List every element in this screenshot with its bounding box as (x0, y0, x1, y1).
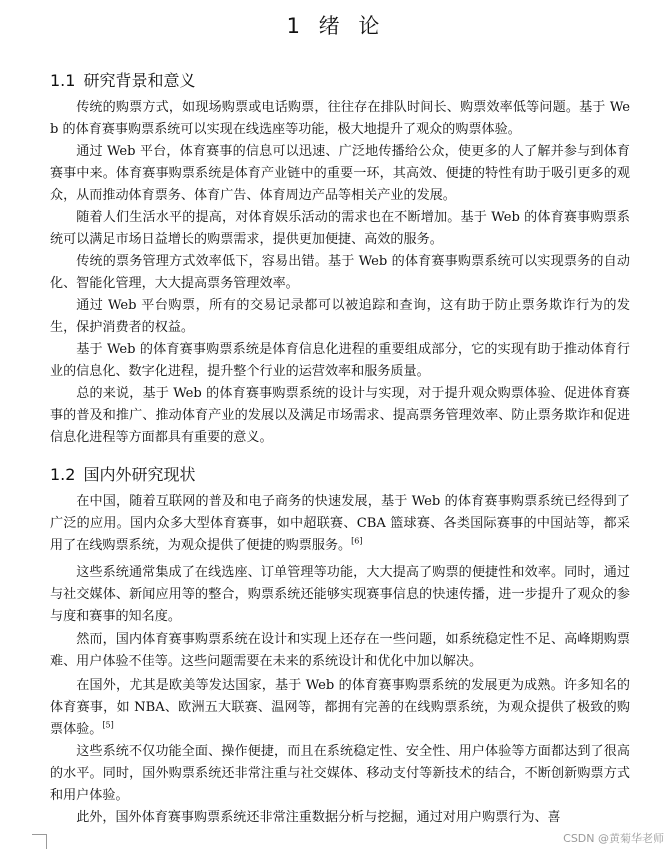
paragraph: 然而，国内体育赛事购票系统在设计和实现上还存在一些问题，如系统稳定性不足、高峰期购票难、用户体验不佳等。这些问题需要在未来的系统设计和优化中加以解决。 (50, 632, 630, 669)
watermark: CSDN @黄菊华老师 (563, 832, 664, 845)
section-heading-1-2 (50, 462, 195, 485)
paragraph-text: 在中国，随着互联网的普及和电子商务的快速发展，基于 Web 的体育赛事购票系统已经得到了广泛的应用。国内众多大型体育赛事，如中超联赛、CBA 篮球赛、各类国际赛事的中国站等，都采用了在线购票系统，为观众提供了便捷的购票服务。 (50, 494, 630, 553)
paragraph: 这些系统不仅功能全面、操作便捷，而且在系统稳定性、安全性、用户体验等方面都达到了很高的水平。同时，国外购票系统还非常注重与社交媒体、移动支付等新技术的结合，不断创新购票方式和用户体验。 (50, 744, 630, 803)
citation: [5] (102, 720, 114, 730)
paragraph: 此外，国外体育赛事购票系统还非常注重数据分析与挖掘，通过对用户购票行为、喜 (76, 810, 561, 825)
paragraph: 通过 Web 平台，体育赛事的信息可以迅速、广泛地传播给公众，使更多的人了解并参与到体育赛事中来。体育赛事购票系统是体育产业链中的重要一环，其高效、便捷的特性有助于吸引更多的观众，从而推动体育票务、体育广告、体育周边产品等相关产业的发展。 (50, 144, 630, 203)
crop-mark (32, 834, 47, 849)
paragraph (50, 675, 630, 741)
paragraph: 通过 Web 平台购票，所有的交易记录都可以被追踪和查询，这有助于防止票务欺诈行为的发生，保护消费者的权益。 (50, 298, 630, 335)
paragraph-text: 在国外，尤其是欧美等发达国家，基于 Web 的体育赛事购票系统的发展更为成熟。许多知名的体育赛事，如 NBA、欧洲五大联赛、温网等，都拥有完善的在线购票系统，为观众提供了极致的购票体验。 (50, 678, 630, 737)
paragraph: 基于 Web 的体育赛事购票系统是体育信息化进程的重要组成部分，它的实现有助于推动体育行业的信息化、数字化进程，提升整个行业的运营效率和服务质量。 (50, 342, 630, 379)
paragraph: 随着人们生活水平的提高，对体育娱乐活动的需求也在不断增加。基于 Web 的体育赛事购票系统可以满足市场日益增长的购票需求，提供更加便捷、高效的服务。 (50, 210, 630, 247)
paragraph: 传统的票务管理方式效率低下，容易出错。基于 Web 的体育赛事购票系统可以实现票务的自动化、智能化管理，大大提高票务管理效率。 (50, 254, 630, 291)
paragraph: 这些系统通常集成了在线选座、订单管理等功能，大大提高了购票的便捷性和效率。同时，通过与社交媒体、新闻应用等的整合，购票系统还能够实现赛事信息的快速传播，进一步提升了观众的参与度和赛事的知名度。 (50, 565, 630, 624)
section-number: 1.2 (50, 465, 76, 484)
paragraph: 传统的购票方式，如现场购票或电话购票，往往存在排队时间长、购票效率低等问题。基于 Web 的体育赛事购票系统可以实现在线选座等功能，极大地提升了观众的购票体验。 (50, 100, 630, 137)
chapter-title: 1 绪 论 (286, 14, 386, 38)
citation: [6] (351, 536, 363, 546)
section-title: 研究背景和意义 (83, 71, 196, 90)
paragraph: 总的来说，基于 Web 的体育赛事购票系统的设计与实现，对于提升观众购票体验、促进体育赛事的普及和推广、推动体育产业的发展以及满足市场需求、提高票务管理效率、防止票务欺诈和促进信息化进程等方面都具有重要的意义。 (50, 386, 630, 445)
section-number: 1.1 (50, 71, 76, 90)
section-heading-1-1 (50, 68, 195, 91)
section-title: 国内外研究现状 (83, 465, 196, 484)
paragraph (50, 491, 630, 557)
